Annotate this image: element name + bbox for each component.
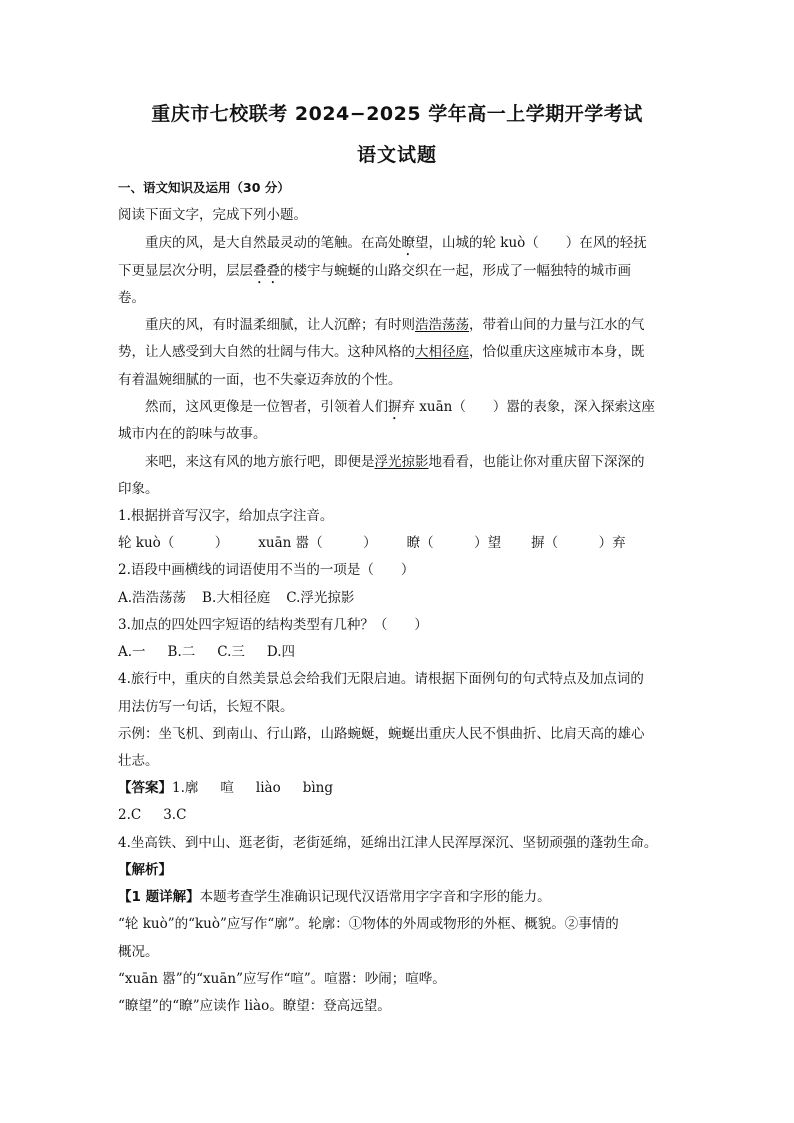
- question-4: 用法仿写一句话，长短不限。: [118, 699, 294, 715]
- section-heading: 一、语文知识及运用（30 分）: [118, 180, 290, 195]
- question-4: 4.旅行中，重庆的自然美景总会给我们无限启迪。请根据下面例句的句式特点及加点词的: [118, 671, 644, 687]
- analysis-detail-label: 【1 题详解】: [118, 889, 200, 905]
- question-4-example: 示例：坐飞机、到南山、行山路，山路蜿蜒，蜿蜒出重庆人民不惧曲折、比肩天高的雄心: [118, 726, 645, 742]
- analysis-detail: “轮 kuò”的“kuò”应写作“廓”。轮廓：①物体的外周或物形的外框、概貌。②事情的: [118, 916, 619, 932]
- question-2-options: A.浩浩荡荡 B.大相径庭 C.浮光掠影: [118, 590, 355, 606]
- passage-line: 势，让人感受到大自然的壮阔与伟大。这种风格的大相径庭，恰似重庆这座城市本身，既: [118, 344, 645, 360]
- section-instruction: 阅读下面文字，完成下列小题。: [118, 207, 307, 223]
- underlined-phrase: 大相径庭: [415, 344, 469, 360]
- answer-label: 【答案】: [118, 780, 172, 796]
- question-1-blanks: 轮 kuò（ ） xuān 嚣（ ） 瞭（ ）望 摒（ ）弃: [118, 535, 626, 551]
- passage-line: 印象。: [118, 481, 159, 497]
- passage-line: 然而，这风更像是一位智者，引领着人们摒弃 xuān（ ）嚣的表象，深入探索这座: [145, 399, 655, 415]
- passage-line: 重庆的风，有时温柔细腻，让人沉醉；有时则浩浩荡荡，带着山间的力量与江水的气: [145, 317, 645, 333]
- analysis-label: 【解析】: [118, 862, 172, 878]
- dotted-phrase: 叠叠: [253, 263, 280, 279]
- analysis-detail: “瞭望”的“瞭”应读作 liào。瞭望：登高远望。: [118, 998, 391, 1014]
- analysis-detail: “xuān 嚣”的“xuān”应写作“喧”。喧嚣：吵闹；喧哗。: [118, 971, 446, 987]
- answer-4: 4.坐高铁、到中山、逛老街，老街延绵，延绵出江津人民浑厚深沉、坚韧顽强的蓬勃生命。: [118, 835, 658, 851]
- underlined-phrase: 浮光掠影: [374, 454, 429, 470]
- answer-1: 【答案】1.廓 喧 liào bìng: [118, 780, 333, 796]
- question-3-options: A.一 B.二 C.三 D.四: [118, 644, 296, 660]
- dotted-char: 摒: [388, 399, 402, 415]
- passage-line: 来吧，来这有风的地方旅行吧，即便是浮光掠影地看看，也能让你对重庆留下深深的: [145, 454, 645, 470]
- page-title: 重庆市七校联考 2024−2025 学年高一上学期开学考试: [151, 103, 643, 125]
- underlined-phrase: 浩浩荡荡: [415, 317, 469, 333]
- passage-line: 下更显层次分明，层层叠叠的楼宇与蜿蜒的山路交织在一起，形成了一幅独特的城市画: [118, 263, 631, 279]
- analysis-detail: 概况。: [118, 944, 159, 960]
- page-subtitle: 语文试题: [356, 144, 437, 166]
- answer-2-3: 2.C 3.C: [118, 807, 187, 823]
- question-4-example: 壮志。: [118, 753, 159, 769]
- passage-line: 重庆的风，是大自然最灵动的笔触。在高处瞭望，山城的轮 kuò（ ）在风的轻抚: [145, 235, 647, 251]
- question-2: 2.语段中画横线的词语使用不当的一项是（ ）: [118, 562, 415, 578]
- passage-line: 有着温婉细腻的一面，也不失豪迈奔放的个性。: [118, 372, 402, 388]
- dotted-char: 瞭: [401, 235, 415, 251]
- analysis-detail: 【1 题详解】本题考查学生准确识记现代汉语常用字字音和字形的能力。: [118, 889, 551, 905]
- question-3: 3.加点的四处四字短语的结构类型有几种？（ ）: [118, 617, 428, 633]
- question-1: 1.根据拼音写汉字，给加点字注音。: [118, 508, 334, 524]
- passage-line: 城市内在的韵味与故事。: [118, 426, 267, 442]
- passage-line: 卷。: [118, 290, 145, 306]
